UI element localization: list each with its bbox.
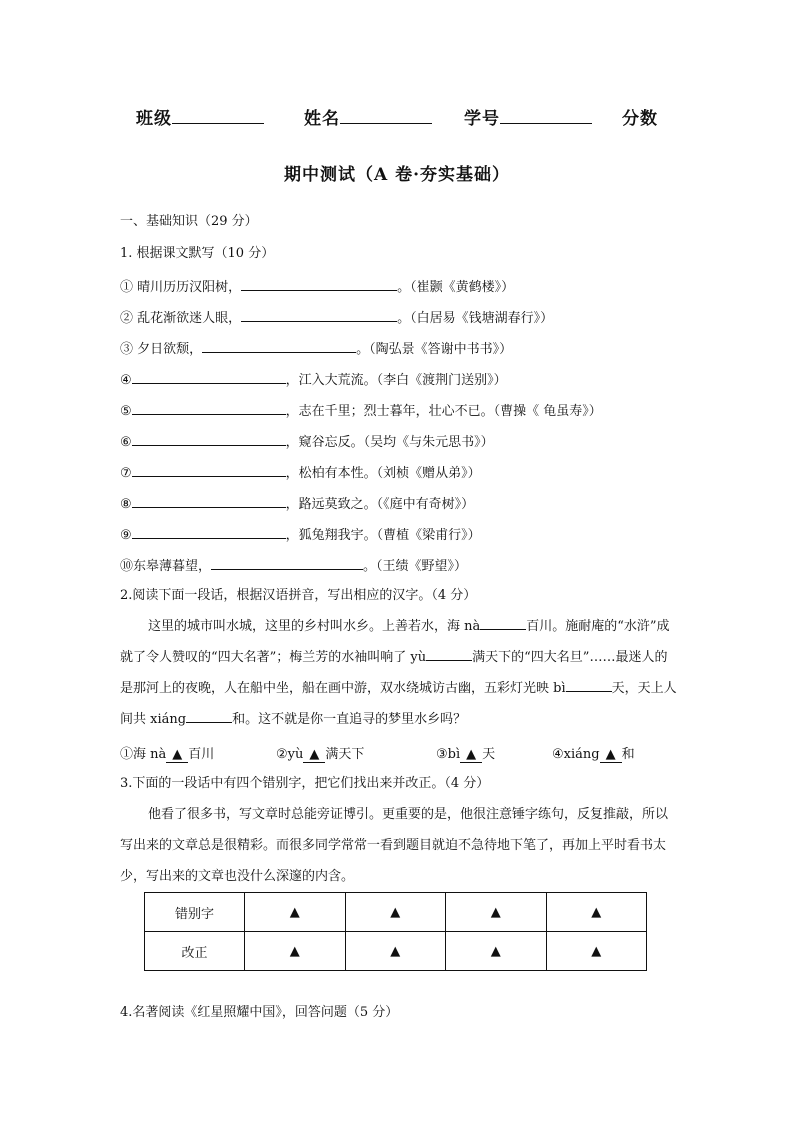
- student-id-blank[interactable]: [500, 105, 592, 124]
- item-number: ③: [120, 342, 134, 357]
- item-source: ，窥谷忘反。（吴均《与朱元思书》）: [285, 435, 494, 450]
- item-prompt: 夕日欲颓，: [133, 342, 203, 357]
- class-label: 班级: [136, 109, 172, 129]
- item-source: 。（王绩《野望》）: [363, 559, 468, 574]
- table-row: [145, 893, 647, 932]
- item-source: ，江入大荒流。（李白《渡荆门送别》）: [285, 373, 507, 388]
- answer-slot-3: [436, 743, 495, 763]
- recitation-item-9: [120, 524, 481, 545]
- answer-blank[interactable]: [132, 369, 286, 384]
- correction-cell[interactable]: ▲: [546, 932, 647, 971]
- item-number: ⑧: [120, 497, 132, 512]
- correction-label: 改正: [145, 932, 245, 971]
- item-source: ，路远莫致之。（《庭中有奇树》）: [285, 497, 475, 512]
- answer-blank[interactable]: [211, 555, 363, 570]
- item-source: 。（陶弘景《答谢中书书》）: [356, 342, 513, 357]
- answer-blank[interactable]: [202, 338, 356, 353]
- passage-text: 天，天上人间共 xiáng: [120, 681, 677, 727]
- table-row: [145, 932, 647, 971]
- answer-marker[interactable]: ▲: [166, 747, 188, 763]
- recitation-item-6: [120, 431, 494, 452]
- item-source: ，狐兔翔我宇。（曹植《梁甫行》）: [285, 528, 481, 543]
- student-id-field: [464, 104, 592, 129]
- answer-suffix: 满天下: [325, 747, 365, 762]
- correction-cell[interactable]: ▲: [245, 932, 346, 971]
- exam-title: 期中测试（A 卷·夯实基础）: [283, 165, 511, 185]
- item-number: ①: [120, 280, 134, 295]
- answer-slot-4: [552, 743, 635, 763]
- item-number: ②: [120, 311, 134, 326]
- item-number: ⑩: [120, 559, 134, 574]
- wrong-char-label: 错别字: [145, 893, 245, 932]
- question-2-passage: [120, 611, 680, 735]
- answer-marker[interactable]: ▲: [303, 747, 325, 763]
- item-prompt: 晴川历历汉阳树，: [133, 280, 242, 295]
- pinyin-blank-yu[interactable]: [426, 646, 472, 661]
- item-number: ⑦: [120, 466, 132, 481]
- question-2-heading: 2.阅读下面一段话，根据汉语拼音，写出相应的汉字。（4 分）: [120, 588, 477, 603]
- name-blank[interactable]: [340, 105, 432, 124]
- answer-prefix: ③bì: [436, 747, 461, 762]
- score-label: 分数: [622, 109, 658, 129]
- answer-blank[interactable]: [132, 524, 286, 539]
- name-label: 姓名: [304, 109, 340, 129]
- recitation-item-1: [120, 276, 514, 297]
- passage-text: 和。这不就是你一直追寻的梦里水乡吗？: [232, 712, 467, 727]
- item-source: ，志在千里；烈士暮年，壮心不已。（曹操《 龟虽寿》）: [285, 404, 602, 419]
- item-source: 。（白居易《钱塘湖春行》）: [397, 311, 554, 326]
- recitation-item-8: [120, 493, 474, 514]
- answer-prefix: ④xiáng: [552, 747, 600, 762]
- passage-text: 他看了很多书，写文章时总能旁证博引。更重要的是，他很注意锤字练句，反复推敲，所以写出来的文章总是很精彩。而很多同学常常一看到题目就迫不急待地下笔了，再加上平时看书太少，写出来的文章也没什么深邃的内含。: [120, 807, 669, 884]
- wrong-char-cell[interactable]: ▲: [546, 893, 647, 932]
- item-prompt: 乱花渐欲迷人眼，: [133, 311, 242, 326]
- question-3-heading: 3.下面的一段话中有四个错别字，把它们找出来并改正。（4 分）: [120, 776, 490, 791]
- recitation-item-2: [120, 307, 553, 328]
- answer-slot-2: [276, 743, 364, 763]
- wrong-char-cell[interactable]: ▲: [446, 893, 547, 932]
- answer-suffix: 和: [621, 747, 635, 762]
- class-blank[interactable]: [172, 105, 264, 124]
- item-number: ⑤: [120, 404, 132, 419]
- item-prompt: 东皋薄暮望，: [133, 559, 212, 574]
- answer-marker[interactable]: ▲: [460, 747, 482, 763]
- student-info-row: [0, 104, 794, 134]
- item-number: ⑥: [120, 435, 132, 450]
- item-source: ，松柏有本性。（刘桢《赠从弟》）: [285, 466, 481, 481]
- answer-suffix: 天: [482, 747, 496, 762]
- answer-blank[interactable]: [132, 431, 286, 446]
- recitation-item-4: [120, 369, 507, 390]
- class-field: [136, 104, 264, 129]
- recitation-item-3: [120, 338, 512, 359]
- section-heading: 一、基础知识（29 分）: [120, 214, 258, 229]
- recitation-item-7: [120, 462, 481, 483]
- pinyin-blank-xiang[interactable]: [186, 708, 232, 723]
- answer-blank[interactable]: [132, 462, 286, 477]
- answer-blank[interactable]: [132, 400, 286, 415]
- recitation-item-10: [120, 555, 467, 576]
- correction-cell[interactable]: ▲: [345, 932, 446, 971]
- passage-text: 百川。施耐庵的“水浒”成就了令人赞叹的“四大名著”；梅兰芳的水袖叫响了 yù: [120, 619, 670, 665]
- question-4-heading: 4.名著阅读《红星照耀中国》，回答问题（5 分）: [120, 1005, 399, 1020]
- answer-blank[interactable]: [241, 307, 397, 322]
- question-3-passage: [120, 799, 680, 892]
- answer-slot-1: [120, 743, 214, 763]
- score-field: [622, 104, 658, 129]
- answer-prefix: ①海 nà: [120, 747, 167, 762]
- wrong-char-cell[interactable]: ▲: [345, 893, 446, 932]
- question-1-heading: 1. 根据课文默写（10 分）: [120, 246, 275, 261]
- item-number: ⑨: [120, 528, 132, 543]
- correction-cell[interactable]: ▲: [446, 932, 547, 971]
- passage-text: 这里的城市叫水城，这里的乡村叫水乡。上善若水，海 nà: [148, 619, 481, 634]
- pinyin-blank-na[interactable]: [480, 615, 526, 630]
- wrong-char-cell[interactable]: ▲: [245, 893, 346, 932]
- answer-prefix: ②yù: [276, 747, 304, 762]
- question-2-answer-row: [120, 743, 680, 763]
- name-field: [304, 104, 432, 129]
- item-source: 。（崔颢《黄鹤楼》）: [397, 280, 515, 295]
- answer-marker[interactable]: ▲: [600, 747, 622, 763]
- answer-blank[interactable]: [132, 493, 286, 508]
- answer-blank[interactable]: [241, 276, 397, 291]
- pinyin-blank-bi[interactable]: [566, 677, 612, 692]
- correction-table: [144, 892, 647, 971]
- student-id-label: 学号: [464, 109, 500, 129]
- answer-suffix: 百川: [188, 747, 215, 762]
- passage-text: 满天下的“四大名旦”……最迷人的是那河上的夜晚，人在船中坐，船在画中游，双水绕城访古幽，五彩灯光映 bì: [120, 650, 668, 696]
- recitation-item-5: [120, 400, 602, 421]
- item-number: ④: [120, 373, 132, 388]
